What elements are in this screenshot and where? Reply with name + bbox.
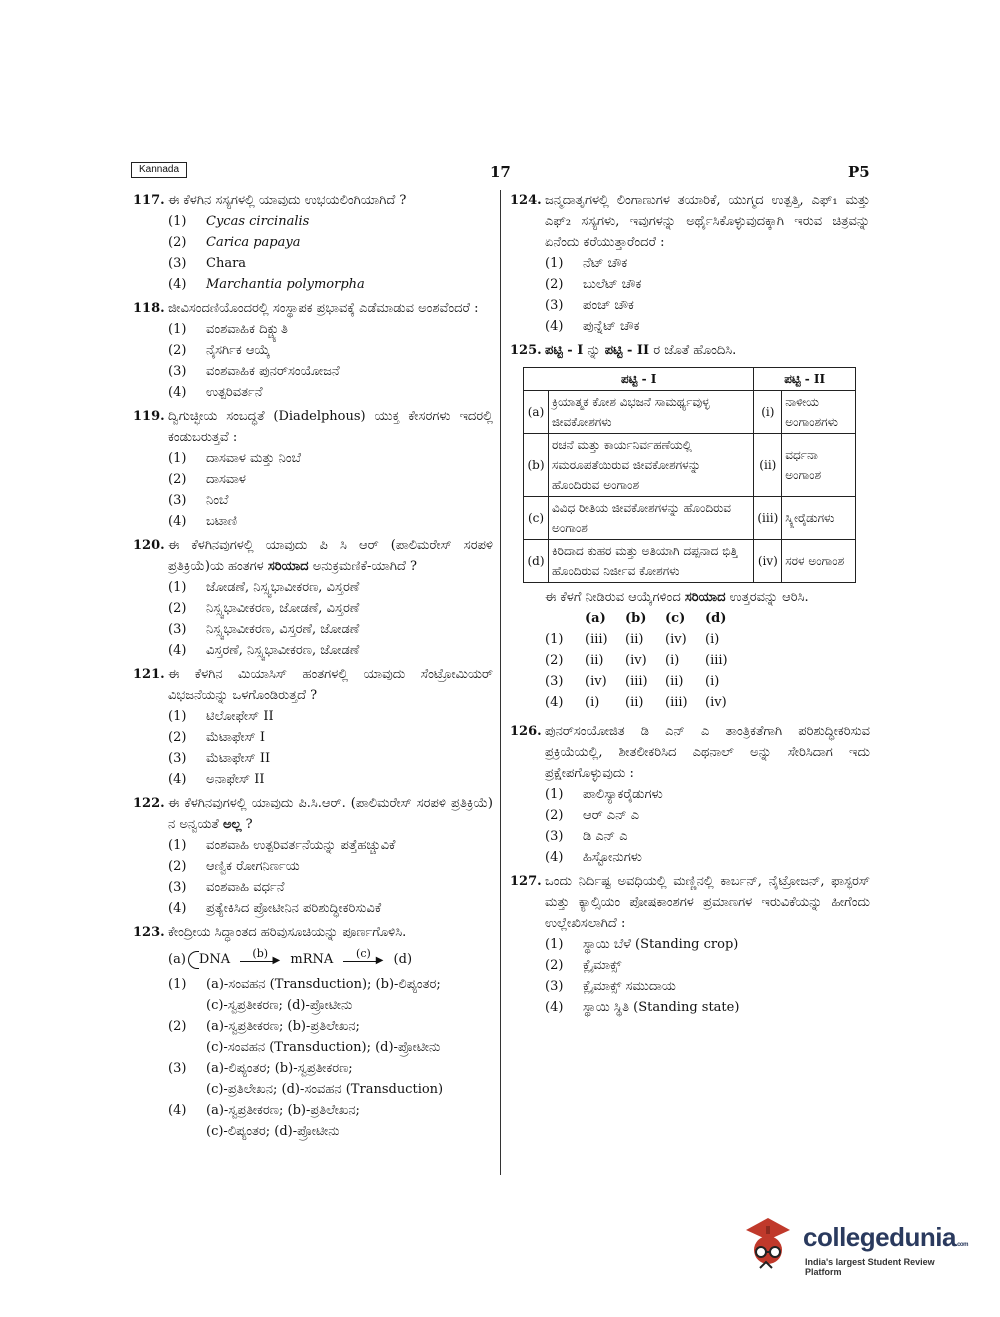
question-118: 118. ಜೀವಿಸಂದಣಿಯೊಂದರಲ್ಲಿ ಸಂಸ್ಥಾಪಕ ಪ್ರಭಾವಕ್ಕೆ ಎಡೆಮಾಡುವ ಅಂಶವೆಂದರೆ : (1) ವಂಶವಾಹಿಕ ದಿಕ್ಚ್ಯುತಿ (2) ನೈಸರ್ಗಿಕ ಆಯ್ಕೆ (3) ವಂಶವಾಹಿಕ ಪುನರ್‌ಸಂಯೋಜನೆ (4) ಉತ್ಪರಿವರ್ತನೆ [133, 298, 493, 403]
option[interactable]: (3) (iv) (iii) (ii) (i) [545, 674, 720, 689]
option[interactable]: (3) ನಿಂಬೆ [168, 493, 229, 508]
option[interactable]: (1) (a)-ಸಂವಹನ (Transduction); (b)-ಲಿಪ್ಯಂತರ; (c)-ಸ್ವಪ್ರತೀಕರಣ; (d)-ಪ್ರೋಟೀನು [168, 977, 441, 1013]
collegedunia-logo: collegedunia.com India's largest Student Review Platform [738, 1212, 970, 1282]
right-column [510, 190, 870, 1021]
option[interactable]: (3) ವಂಶವಾಹಿ ವರ್ಧನೆ [168, 880, 285, 895]
question-121: 121. ಈ ಕೆಳಗಿನ ಮಿಯಾಸಿಸ್ ಹಂತಗಳಲ್ಲಿ ಯಾವುದು ಸೆಂಟ್ರೋಮಿಯರ್ ವಿಭಜನೆಯನ್ನು ಒಳಗೊಂಡಿರುತ್ತದೆ ? (1) ಟಿಲೋಫೇಸ್ II (2) ಮೆಟಾಫೇಸ್ I (3) ಮೆಟಾಫೇಸ್ II (4) ಅನಾಫೇಸ್ II [133, 664, 493, 790]
set-code: P5 [848, 163, 870, 181]
question-122: 122. ಈ ಕೆಳಗಿನವುಗಳಲ್ಲಿ ಯಾವುದು ಪಿ.ಸಿ.ಆರ್. (ಪಾಲಿಮರೇಸ್ ಸರಪಳಿ ಪ್ರತಿಕ್ರಿಯೆ) ನ ಅನ್ವಯತೆ ಅಲ್ಲ ? (1) ವಂಶವಾಹಿ ಉತ್ಪರಿವರ್ತನೆಯನ್ನು ಪತ್ತೆಹಚ್ಚುವಿಕೆ (2) ಆಣ್ವಿಕ ರೋಗನಿರ್ಣಯ (3) ವಂಶವಾಹಿ ವರ್ಧನೆ (4) ಪ್ರತ್ಯೇಕಿಸಿದ ಪ್ರೋಟೀನಿನ ಪರಿಶುದ್ಧೀಕರಿಸುವಿಕೆ [133, 793, 493, 919]
option[interactable]: (2) ಬುಲೆಟ್ ಚೌಕ [545, 277, 642, 292]
option[interactable]: (2) ನೈಸರ್ಗಿಕ ಆಯ್ಕೆ [168, 343, 271, 358]
option[interactable]: (3) ಪಂಚ್ ಚೌಕ [545, 298, 634, 313]
option[interactable]: (3) ಮೆಟಾಫೇಸ್ II [168, 751, 271, 766]
answer-grid: (a) (b) (c) (d) (1) (iii) (ii) (iv) (i) (2) (ii) (iv) (i) (iii) (3) (iv) (iii) (ii) (i) (4) (i) (ii) (iii) (iv) [545, 608, 870, 713]
option[interactable]: (2) ದಾಸವಾಳ [168, 472, 246, 487]
option[interactable]: (4) ಪ್ರತ್ಯೇಕಿಸಿದ ಪ್ರೋಟೀನಿನ ಪರಿಶುದ್ಧೀಕರಿಸುವಿಕೆ [168, 901, 382, 916]
question-117: 117. ಈ ಕೆಳಗಿನ ಸಸ್ಯಗಳಲ್ಲಿ ಯಾವುದು ಉಭಯಲಿಂಗಿಯಾಗಿದೆ ? (1) Cycas circinalis (2) Carica papaya (3) Chara (4) Marchantia polymorpha [133, 190, 493, 295]
table-row: (b) ರಚನೆ ಮತ್ತು ಕಾರ್ಯನಿರ್ವಹಣೆಯಲ್ಲಿ ಸಮರೂಪತೆಯಿರುವ ಜೀವಕೋಶಗಳನ್ನು ಹೊಂದಿರುವ ಅಂಗಾಂಶ (ii) ವರ್ಧನಾ ಅಂಗಾಂಶ [524, 434, 856, 497]
option[interactable]: (1) ಜೋಡಣೆ, ನಿಸ್ಸ್ವಭಾವೀಕರಣ, ವಿಸ್ತರಣೆ [168, 580, 360, 595]
option[interactable]: (2) (a)-ಸ್ವಪ್ರತೀಕರಣ; (b)-ಪ್ರತಿಲೇಖನ; (c)-ಸಂವಹನ (Transduction); (d)-ಪ್ರೋಟೀನು [168, 1019, 441, 1055]
table-row: (d) ಕಿರಿದಾದ ಕುಹರ ಮತ್ತು ಅತಿಯಾಗಿ ದಪ್ಪನಾದ ಭಿತ್ತಿ ಹೊಂದಿರುವ ನಿರ್ಜೀವ ಕೋಶಗಳು (iv) ಸರಳ ಅಂಗಾಂಶ [524, 540, 856, 583]
column-divider [500, 190, 501, 1175]
option[interactable]: (4) ಅನಾಫೇಸ್ II [168, 772, 265, 787]
option[interactable]: (1) Cycas circinalis [168, 214, 310, 229]
option[interactable]: (1) (iii) (ii) (iv) (i) [545, 632, 720, 647]
option[interactable]: (3) ವಂಶವಾಹಿಕ ಪುನರ್‌ಸಂಯೋಜನೆ [168, 364, 340, 379]
instruction: ಈ ಕೆಳಗೆ ನೀಡಿರುವ ಆಯ್ಕೆಗಳಿಂದ ಸರಿಯಾದ ಉತ್ತರವನ್ನು ಆರಿಸಿ. [545, 590, 809, 605]
left-column [133, 190, 493, 1145]
option[interactable]: (4) ಬಟಾಣಿ [168, 514, 238, 529]
arrow-icon: (c) ▶ [343, 953, 383, 967]
question-124: 124. ಜನ್ಮದಾತೃಗಳಲ್ಲಿ ಲಿಂಗಾಣುಗಳ ತಯಾರಿಕೆ, ಯುಗ್ಮದ ಉತ್ಪತ್ತಿ, ಎಫ್₁ ಮತ್ತು ಎಫ್₂ ಸಸ್ಯಗಳು, ಇವುಗಳನ್ನು ಅರ್ಥೈಸಿಕೊಳ್ಳುವುದಕ್ಕಾಗಿ ಇರುವ ಚಿತ್ರವನ್ನು ಏನೆಂದು ಕರೆಯುತ್ತಾರೆಂದರೆ : (1) ನೆಟ್ ಚೌಕ (2) ಬುಲೆಟ್ ಚೌಕ (3) ಪಂಚ್ ಚೌಕ (4) ಪುನ್ನೆಟ್ ಚೌಕ [510, 190, 870, 337]
option[interactable]: (4) ಉತ್ಪರಿವರ್ತನೆ [168, 385, 263, 400]
option[interactable]: (4) ಸ್ಥಾಯಿ ಸ್ಥಿತಿ (Standing state) [545, 1000, 740, 1015]
option[interactable]: (3) ನಿಸ್ಸ್ವಭಾವೀಕರಣ, ವಿಸ್ತರಣೆ, ಜೋಡಣೆ [168, 622, 360, 637]
option[interactable]: (2) Carica papaya [168, 235, 301, 250]
option[interactable]: (3) ಡಿ ಎನ್ ಎ [545, 829, 628, 844]
question-119: 119. ದ್ವಿಗುಚ್ಛೀಯ ಸಂಬದ್ಧತೆ (Diadelphous) ಯುಕ್ತ ಕೇಸರಗಳು ಇದರಲ್ಲಿ ಕಂಡುಬರುತ್ತವೆ : (1) ದಾಸವಾಳ ಮತ್ತು ನಿಂಬೆ (2) ದಾಸವಾಳ (3) ನಿಂಬೆ (4) ಬಟಾಣಿ [133, 406, 493, 532]
match-table [523, 367, 856, 583]
rotation-arrow-icon [188, 951, 199, 969]
option[interactable]: (4) ಹಿಸ್ಟೋನುಗಳು [545, 850, 642, 865]
question-120: 120. ಈ ಕೆಳಗಿನವುಗಳಲ್ಲಿ ಯಾವುದು ಪಿ ಸಿ ಆರ್ (ಪಾಲಿಮರೇಸ್ ಸರಪಳಿ ಪ್ರತಿಕ್ರಿಯೆ)ಯ ಹಂತಗಳ ಸರಿಯಾದ ಅನುಕ್ರಮಣಿಕೆ-ಯಾಗಿದೆ ? (1) ಜೋಡಣೆ, ನಿಸ್ಸ್ವಭಾವೀಕರಣ, ವಿಸ್ತರಣೆ (2) ನಿಸ್ಸ್ವಭಾವೀಕರಣ, ಜೋಡಣೆ, ವಿಸ್ತರಣೆ (3) ನಿಸ್ಸ್ವಭಾವೀಕರಣ, ವಿಸ್ತರಣೆ, ಜೋಡಣೆ (4) ವಿಸ್ತರಣೆ, ನಿಸ್ಸ್ವಭಾವೀಕರಣ, ಜೋಡಣೆ [133, 535, 493, 661]
option[interactable]: (3) ಕ್ಲೈಮಾಕ್ಸ್ ಸಮುದಾಯ [545, 979, 676, 994]
central-dogma-flowchart: (a) DNA (b) ▶ mRNA (c) ▶ (d) [168, 946, 413, 967]
question-123: 123. ಕೇಂದ್ರೀಯ ಸಿದ್ಧಾಂತದ ಹರಿವುಸೂಚಿಯನ್ನು ಪೂರ್ಣಗೊಳಿಸಿ. (a) DNA (b) ▶ mRNA (c) ▶ (d) (1) (a)-ಸಂವಹನ (Transduction); (b)-ಲಿಪ್ಯಂತರ; (c)-ಸ್ವಪ್ರತೀಕರಣ; (d)-ಪ್ರೋಟೀನು (2) (a)-ಸ್ವಪ್ರತೀಕರಣ; (b)-ಪ್ರತಿಲೇಖನ; (c)-ಸಂವಹನ (Transduction); (d)-ಪ್ರೋಟೀನು (3) (a)-ಲಿಪ್ಯಂತರ; (b)-ಸ್ವಪ್ರತೀಕರಣ; (c)-ಪ್ರತಿಲೇಖನ; (d)-ಸಂವಹನ (Transduction) (4) (a)-ಸ್ವಪ್ರತೀಕರಣ; (b)-ಪ್ರತಿಲೇಖನ; (c)-ಲಿಪ್ಯಂತರ; (d)-ಪ್ರೋಟೀನು [133, 922, 493, 1142]
option[interactable]: (2) ಆರ್ ಎನ್ ಎ [545, 808, 640, 823]
table-row: (a) ಕ್ರಿಯಾತ್ಮಕ ಕೋಶ ವಿಭಜನೆ ಸಾಮರ್ಥ್ಯವುಳ್ಳ ಜೀವಕೋಶಗಳು (i) ನಾಳೀಯ ಅಂಗಾಂಶಗಳು [524, 391, 856, 434]
page-number: 17 [490, 163, 511, 181]
option[interactable]: (3) (a)-ಲಿಪ್ಯಂತರ; (b)-ಸ್ವಪ್ರತೀಕರಣ; (c)-ಪ್ರತಿಲೇಖನ; (d)-ಸಂವಹನ (Transduction) [168, 1061, 444, 1097]
option[interactable]: (4) ಪುನ್ನೆಟ್ ಚೌಕ [545, 319, 640, 334]
option[interactable]: (1) ನೆಟ್ ಚೌಕ [545, 256, 628, 271]
question-126: 126. ಪುನರ್‌ಸಂಯೋಜಿತ ಡಿ ಎನ್ ಎ ತಾಂತ್ರಿಕತೆಗಾಗಿ ಪರಿಶುದ್ಧೀಕರಿಸುವ ಪ್ರಕ್ರಿಯೆಯಲ್ಲಿ, ಶೀತಲೀಕರಿಸಿದ ಎಥನಾಲ್ ಅನ್ನು ಸೇರಿಸಿದಾಗ ಇದು ಪ್ರಕ್ಷೇಪಗೊಳ್ಳುವುದು : (1) ಪಾಲಿಸ್ಯಾಕರೈಡುಗಳು (2) ಆರ್ ಎನ್ ಎ (3) ಡಿ ಎನ್ ಎ (4) ಹಿಸ್ಟೋನುಗಳು [510, 721, 870, 868]
option[interactable]: (4) (a)-ಸ್ವಪ್ರತೀಕರಣ; (b)-ಪ್ರತಿಲೇಖನ; (c)-ಲಿಪ್ಯಂತರ; (d)-ಪ್ರೋಟೀನು [168, 1103, 360, 1139]
option[interactable]: (4) Marchantia polymorpha [168, 277, 365, 292]
option[interactable]: (4) ವಿಸ್ತರಣೆ, ನಿಸ್ಸ್ವಭಾವೀಕರಣ, ಜೋಡಣೆ [168, 643, 360, 658]
option[interactable]: (1) ಟಿಲೋಫೇಸ್ II [168, 709, 274, 724]
option[interactable]: (1) ವಂಶವಾಹಿಕ ದಿಕ್ಚ್ಯುತಿ [168, 322, 288, 337]
option[interactable]: (2) ಕ್ಲೈಮಾಕ್ಸ್ [545, 958, 622, 973]
option[interactable]: (1) ವಂಶವಾಹಿ ಉತ್ಪರಿವರ್ತನೆಯನ್ನು ಪತ್ತೆಹಚ್ಚುವಿಕೆ [168, 838, 396, 853]
table-row: (c) ವಿವಿಧ ರೀತಿಯ ಜೀವಕೋಶಗಳನ್ನು ಹೊಂದಿರುವ ಅಂಗಾಂಶ (iii) ಸ್ಕ್ಲೀರೈಡುಗಳು [524, 497, 856, 540]
option[interactable]: (1) ಪಾಲಿಸ್ಯಾಕರೈಡುಗಳು [545, 787, 663, 802]
language-tag: Kannada [131, 162, 187, 178]
question-127: 127. ಒಂದು ನಿರ್ದಿಷ್ಟ ಅವಧಿಯಲ್ಲಿ ಮಣ್ಣಿನಲ್ಲಿ ಕಾರ್ಬನ್, ನೈಟ್ರೋಜನ್, ಫಾಸ್ಫರಸ್ ಮತ್ತು ಕ್ಯಾಲ್ಸಿಯಂ ಪೋಷಕಾಂಶಗಳ ಪ್ರಮಾಣಗಳ ಇರುವಿಕೆಯನ್ನು ಹೀಗೆಂದು ಉಲ್ಲೇಖಿಸಲಾಗಿದೆ : (1) ಸ್ಥಾಯಿ ಬೆಳೆ (Standing crop) (2) ಕ್ಲೈಮಾಕ್ಸ್ (3) ಕ್ಲೈಮಾಕ್ಸ್ ಸಮುದಾಯ (4) ಸ್ಥಾಯಿ ಸ್ಥಿತಿ (Standing state) [510, 871, 870, 1018]
option[interactable]: (1) ಸ್ಥಾಯಿ ಬೆಳೆ (Standing crop) [545, 937, 739, 952]
option[interactable]: (2) ನಿಸ್ಸ್ವಭಾವೀಕರಣ, ಜೋಡಣೆ, ವಿಸ್ತರಣೆ [168, 601, 360, 616]
table-header: ಪಟ್ಟಿ - II [754, 368, 856, 391]
option[interactable]: (2) ಆಣ್ವಿಕ ರೋಗನಿರ್ಣಯ [168, 859, 300, 874]
option[interactable]: (2) ಮೆಟಾಫೇಸ್ I [168, 730, 265, 745]
question-125: 125. ಪಟ್ಟಿ - I ನ್ನು ಪಟ್ಟಿ - II ರ ಜೊತೆ ಹೊಂದಿಸಿ. [510, 343, 737, 358]
mascot-icon [738, 1212, 798, 1282]
option[interactable]: (3) Chara [168, 256, 247, 271]
table-header: ಪಟ್ಟಿ - I [524, 368, 754, 391]
arrow-icon: (b) ▶ [240, 953, 280, 967]
option[interactable]: (2) (ii) (iv) (i) (iii) [545, 653, 728, 668]
option[interactable]: (4) (i) (ii) (iii) (iv) [545, 695, 727, 710]
option[interactable]: (1) ದಾಸವಾಳ ಮತ್ತು ನಿಂಬೆ [168, 451, 302, 466]
